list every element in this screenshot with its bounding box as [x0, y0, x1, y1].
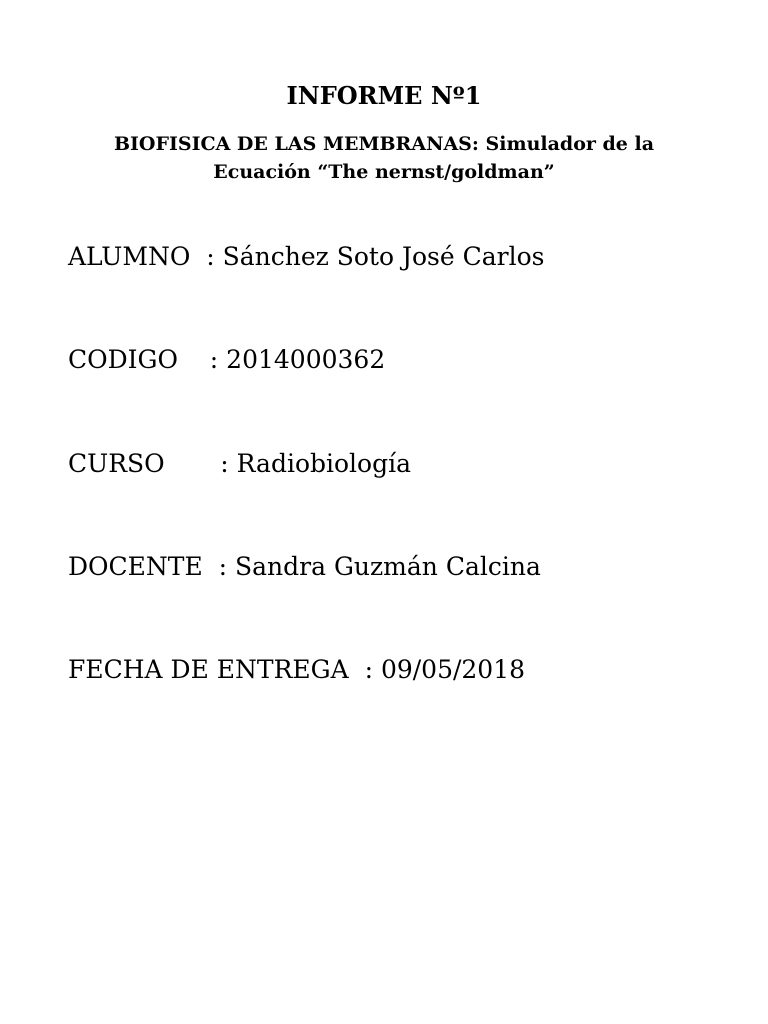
field-separator: :	[364, 655, 381, 684]
report-subtitle	[84, 130, 684, 186]
field-label: CURSO	[68, 449, 221, 478]
field-separator: :	[218, 552, 235, 581]
field-curso	[68, 447, 748, 481]
field-value: 09/05/2018	[380, 655, 526, 684]
field-value: Radiobiología	[236, 449, 412, 478]
field-codigo	[68, 343, 748, 377]
field-value: Sandra Guzmán Calcina	[235, 552, 541, 581]
field-separator: :	[209, 345, 227, 374]
field-separator: :	[206, 242, 223, 271]
field-label: FECHA DE ENTREGA	[68, 655, 365, 684]
field-value: Sánchez Soto José Carlos	[222, 242, 545, 271]
field-alumno	[68, 240, 748, 274]
subtitle-line-1: BIOFISICA DE LAS MEMBRANAS: Simulador de la	[113, 133, 655, 155]
field-label: CODIGO	[68, 345, 210, 374]
field-docente	[68, 550, 748, 584]
report-title: INFORME Nº1	[286, 81, 482, 110]
field-label: ALUMNO	[68, 242, 207, 271]
field-separator: :	[220, 449, 237, 478]
subtitle-line-2: Ecuación “The nernst/goldman”	[213, 161, 555, 183]
field-value: 2014000362	[226, 345, 386, 374]
field-fecha-de-entrega	[68, 653, 748, 687]
field-label: DOCENTE	[68, 552, 219, 581]
